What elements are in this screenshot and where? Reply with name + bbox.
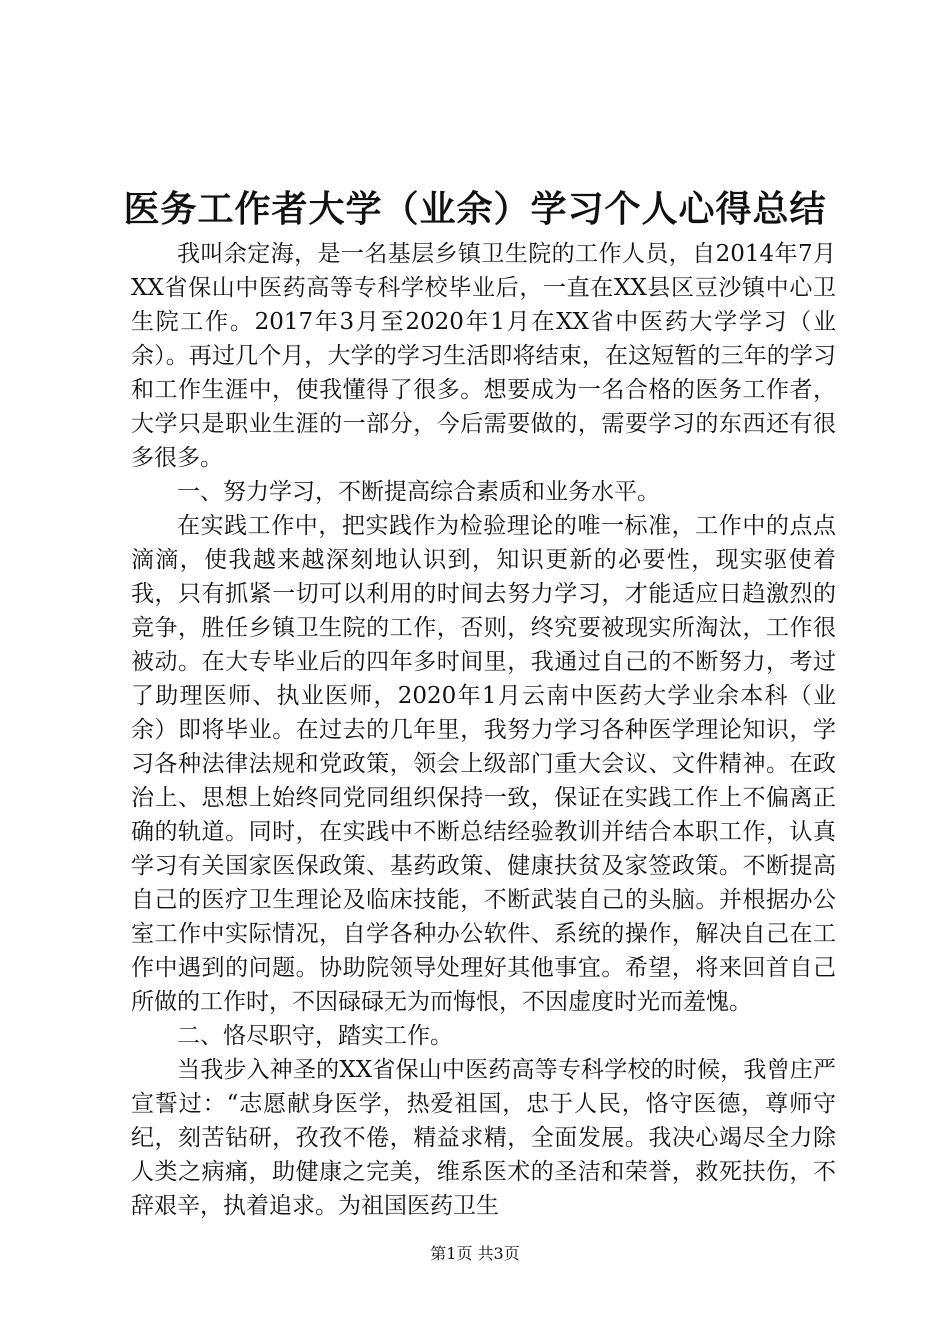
page-footer: 第1页 共3页 [430, 1244, 520, 1263]
section-heading-1: 一、努力学习，不断提高综合素质和业务水平。 [177, 479, 660, 505]
paragraph-study: 在实践工作中，把实践作为检验理论的唯一标准，工作中的点点滴滴，使我越来越深刻地认识到，知识更新的必要性，现实驱使着我，只有抓紧一切可以利用的时间去努力学习，才能适应日趋激烈的竞争，胜任乡镇卫生院的工作，否则，终究要被现实所淘汰，工作很被动。在大专毕业后的四年多时间里，我通过自己的不断努力，考过了助理医师、执业医师，2020年1月云南中医药大学业余本科（业余）即将毕业。在过去的几年里，我努力学习各种医学理论知识，学习各种法律法规和党政策，领会上级部门重大会议、文件精神。在政治上、思想上始终同党同组织保持一致，保证在实践工作上不偏离正确的轨道。同时，在实践中不断总结经验教训并结合本职工作，认真学习有关国家医保政策、基药政策、健康扶贫及家签政策。不断提高自己的医疗卫生理论及临床技能，不断武装自己的头脑。并根据办公室工作中实际情况，自学各种办公软件、系统的操作，解决自己在工作中遇到的问题。协助院领导处理好其他事宜。希望，将来回首自己所做的工作时，不因碌碌无为而悔恨，不因虚度时光而羞愧。 [131, 513, 836, 1015]
section-heading-2: 二、恪尽职守，踏实工作。 [177, 1023, 453, 1049]
document-title: 医务工作者大学（业余）学习个人心得总结 [123, 188, 827, 230]
paragraph-duty: 当我步入神圣的XX省保山中医药高等专科学校的时候，我曾庄严宣誓过：“志愿献身医学，热爱祖国，忠于人民，恪守医德，尊师守纪，刻苦钻研，孜孜不倦，精益求精，全面发展。我决心竭尽全力除人类之病痛，助健康之完美，维系医术的圣洁和荣誉，救死扶伤，不辞艰辛，执着追求。为祖国医药卫生 [131, 1057, 836, 1219]
document-body [131, 237, 836, 1223]
paragraph-intro: 我叫余定海，是一名基层乡镇卫生院的工作人员，自2014年7月XX省保山中医药高等专科学校毕业后，一直在XX县区豆沙镇中心卫生院工作。2017年3月至2020年1月在XX省中医药大学学习（业余）。再过几个月，大学的学习生活即将结束，在这短暂的三年的学习和工作生涯中，使我懂得了很多。想要成为一名合格的医务工作者，大学只是职业生涯的一部分，今后需要做的，需要学习的东西还有很多很多。 [131, 241, 836, 471]
